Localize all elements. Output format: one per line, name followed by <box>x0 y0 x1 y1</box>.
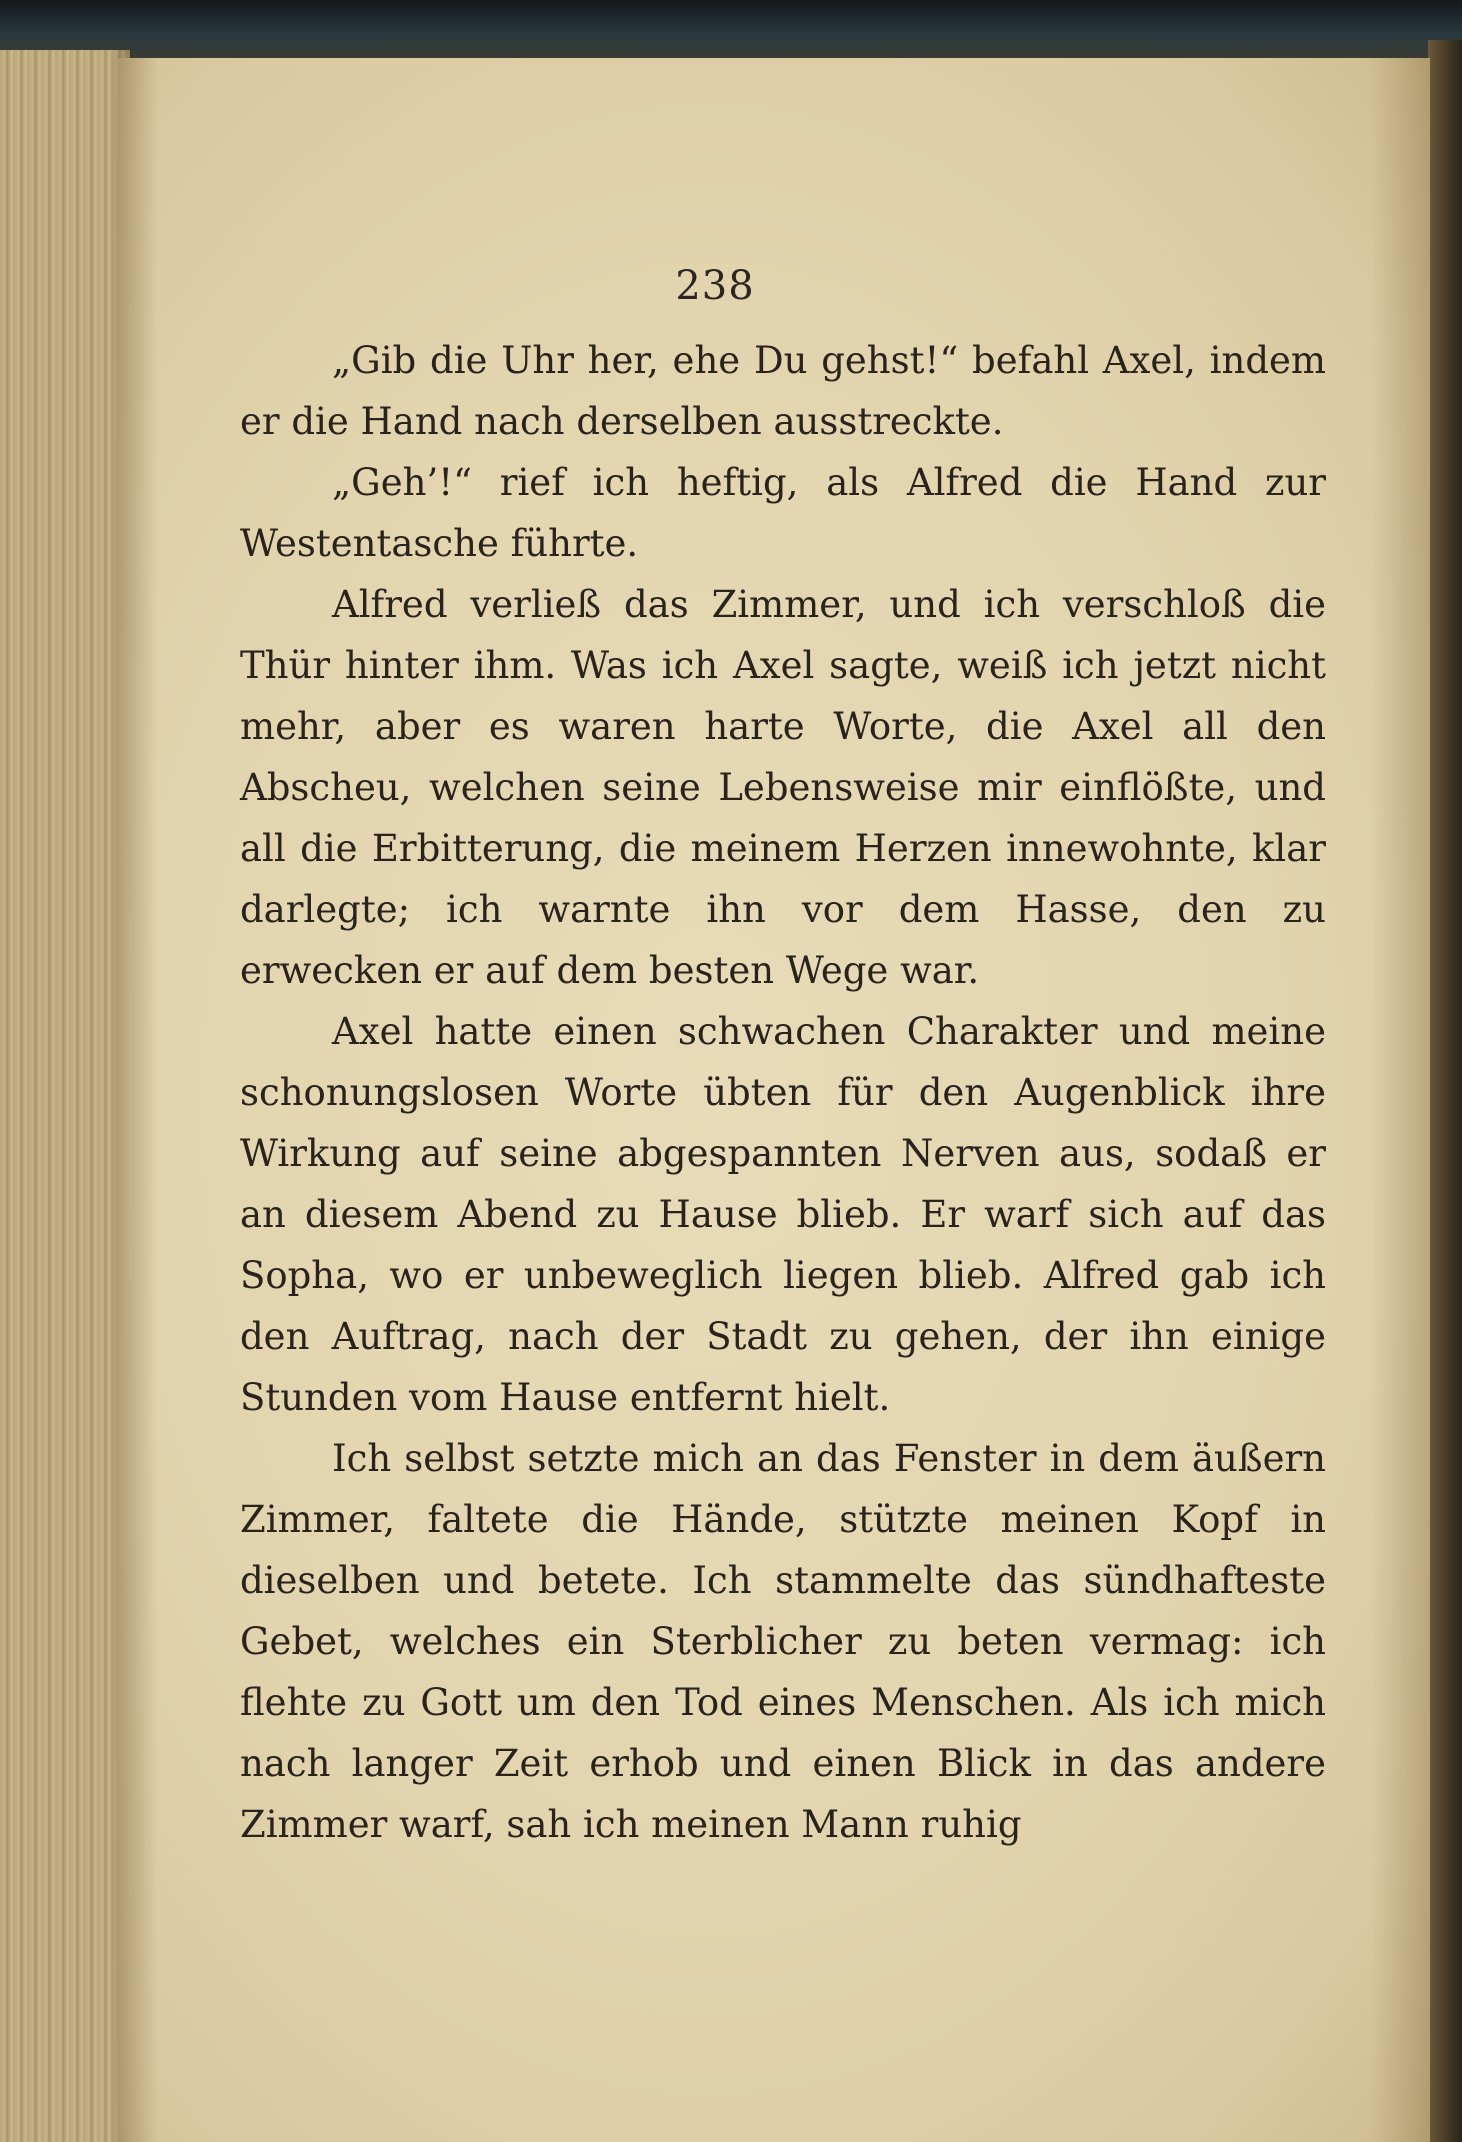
scan-right-border <box>1428 40 1462 2142</box>
page-number: 238 <box>675 263 755 309</box>
page-edges-left <box>0 50 130 2142</box>
scan-top-border <box>0 0 1462 58</box>
paragraph: Ich selbst setzte mich an das Fenster in dem äußern Zimmer, faltete die Hände, stützte meinen Kopf in dieselben und betete. Ich stammelte das sündhafteste Gebet, welches ein Sterblicher zu beten vermag: ich flehte zu Gott um den Tod eines Menschen. Als ich mich nach langer Zeit erhob und einen Blick in das andere Zimmer warf, sah ich meinen Mann ruhig <box>240 1437 1326 1846</box>
paragraph: „Gib die Uhr her, ehe Du gehst!“ befahl Axel, indem er die Hand nach derselben ausstreckte. <box>240 339 1326 443</box>
paragraph: Alfred verließ das Zimmer, und ich verschloß die Thür hinter ihm. Was ich Axel sagte, weiß ich jetzt nicht mehr, aber es waren harte Worte, die Axel all den Abscheu, welchen seine Lebensweise mir einflößte, und all die Erbitterung, die meinem Herzen innewohnte, klar darlegte; ich warnte ihn vor dem Hasse, den zu erwecken er auf dem besten Wege war. <box>240 583 1326 992</box>
paragraph: Axel hatte einen schwachen Charakter und meine schonungslosen Worte übten für den Augenblick ihre Wirkung auf seine abgespannten Nerven aus, sodaß er an diesem Abend zu Hause blieb. Er warf sich auf das Sopha, wo er unbeweglich liegen blieb. Alfred gab ich den Auftrag, nach der Stadt zu gehen, der ihn einige Stunden vom Hause entfernt hielt. <box>240 1010 1326 1419</box>
body-text <box>240 330 1326 1855</box>
paragraph: „Geh’!“ rief ich heftig, als Alfred die Hand zur Westentasche führte. <box>240 461 1326 565</box>
